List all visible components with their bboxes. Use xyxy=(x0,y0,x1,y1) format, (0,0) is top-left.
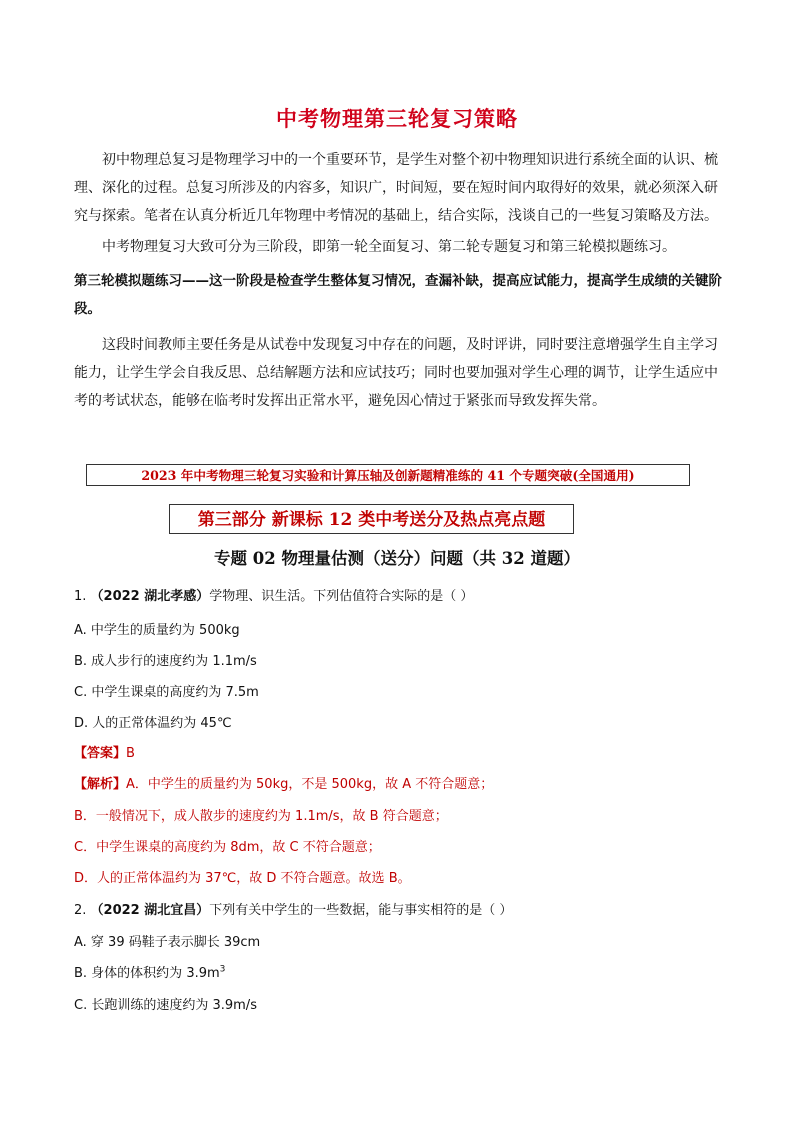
intro-paragraph-4: 这段时间教师主要任务是从试卷中发现复习中存在的问题，及时评讲，同时要注意增强学生自主学习能力，让学生学会自我反思、总结解题方法和应试技巧；同时也要加强对学生心理的调节，让学生适应中考的考试状态，能够在临考时发挥出正常水平，避免因心情过于紧张而导致发挥失常。 xyxy=(74,337,718,409)
answer-label: 【答案】 xyxy=(74,746,127,761)
question-stem: 下列有关中学生的一些数据，能与事实相符的是（ ） xyxy=(209,903,513,918)
q1-option-c: C. 中学生课桌的高度约为 7.5m xyxy=(74,685,259,700)
analysis-line: A．中学生的质量约为 50kg，不是 500kg，故 A 不符合题意； xyxy=(126,777,494,792)
answer-value: B xyxy=(126,746,135,761)
question-source: （2022 湖北宜昌） xyxy=(90,903,210,918)
q2-option-c: C. 长跑训练的速度约为 3.9m/s xyxy=(74,998,257,1013)
question-stem: 学物理、识生活。下列估值符合实际的是（ ） xyxy=(209,589,474,604)
q1-analysis-c: C．中学生课桌的高度约为 8dm，故 C 不符合题意； xyxy=(74,840,381,855)
intro-paragraph-3: 第三轮模拟题练习——这一阶段是检查学生整体复习情况，查漏补缺，提高应试能力，提高学生成绩的关键阶段。 xyxy=(74,273,722,317)
question-1 xyxy=(74,585,473,604)
q1-option-d: D. 人的正常体温约为 45℃ xyxy=(74,716,232,731)
q1-answer xyxy=(74,742,135,761)
q1-analysis-b: B．一般情况下，成人散步的速度约为 1.1m/s，故 B 符合题意； xyxy=(74,809,448,824)
topic-heading: 专题 02 物理量估测（送分）问题（共 32 道题） xyxy=(214,549,580,568)
question-source: （2022 湖北孝感） xyxy=(90,589,210,604)
superscript: 3 xyxy=(219,964,226,975)
question-number: 2. xyxy=(74,903,87,918)
question-2 xyxy=(74,899,512,918)
option-text: B. 身体的体积约为 3.9m xyxy=(74,966,220,981)
series-banner: 2023 年中考物理三轮复习实验和计算压轴及创新题精准练的 41 个专题突破(全国通用) xyxy=(86,464,690,486)
q1-option-a: A. 中学生的质量约为 500kg xyxy=(74,623,240,638)
q1-analysis-a xyxy=(74,773,493,792)
question-number: 1. xyxy=(74,589,87,604)
q1-option-b: B. 成人步行的速度约为 1.1m/s xyxy=(74,654,257,669)
q1-analysis-d: D．人的正常体温约为 37℃，故 D 不符合题意。故选 B。 xyxy=(74,871,411,886)
intro-paragraph-2: 中考物理复习大致可分为三阶段，即第一轮全面复习、第二轮专题复习和第三轮模拟题练习。 xyxy=(102,239,676,255)
q2-option-a: A. 穿 39 码鞋子表示脚长 39cm xyxy=(74,935,261,950)
q2-option-b xyxy=(74,962,225,981)
analysis-label: 【解析】 xyxy=(74,777,127,792)
part-heading: 第三部分 新课标 12 类中考送分及热点亮点题 xyxy=(169,504,574,534)
page-title: 中考物理第三轮复习策略 xyxy=(276,107,518,131)
intro-paragraph-1: 初中物理总复习是物理学习中的一个重要环节，是学生对整个初中物理知识进行系统全面的认识、梳理、深化的过程。总复习所涉及的内容多，知识广，时间短，要在短时间内取得好的效果，就必须深入研究与探索。笔者在认真分析近几年物理中考情况的基础上，结合实际，浅谈自己的一些复习策略及方法。 xyxy=(74,152,718,224)
